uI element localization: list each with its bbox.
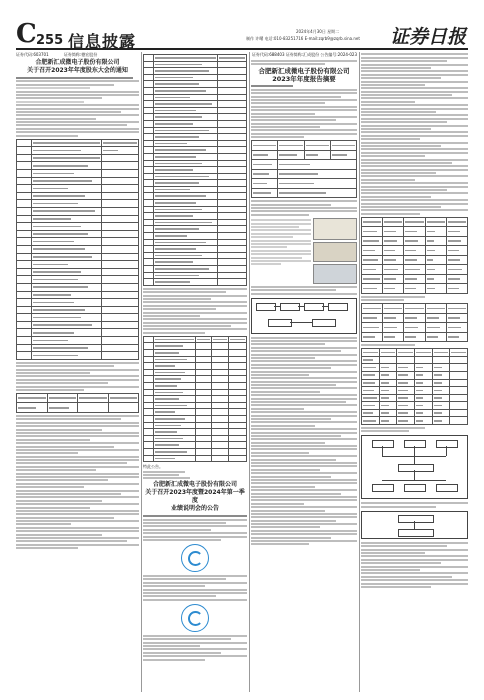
product-photo bbox=[313, 242, 357, 262]
process-flow-diagram bbox=[251, 298, 357, 334]
product-photo bbox=[313, 264, 357, 284]
shareholder-table bbox=[361, 348, 468, 425]
product-figure bbox=[251, 218, 357, 284]
notice-header bbox=[16, 52, 139, 57]
notice-title bbox=[251, 67, 357, 83]
notice-title bbox=[16, 59, 139, 75]
column-divider bbox=[249, 52, 250, 692]
agenda-table bbox=[16, 139, 139, 360]
paper-name-logo: 证券日报 bbox=[389, 26, 466, 48]
roadshow-logo-icon bbox=[181, 544, 209, 572]
control-relationship-diagram bbox=[361, 511, 468, 539]
closing-note: 特此公告。 bbox=[143, 464, 163, 470]
column-divider bbox=[141, 52, 142, 692]
column-2 bbox=[143, 52, 247, 662]
proposal-table bbox=[143, 54, 247, 286]
notice-subject: 关于召开2023年年度股东大会的通知 bbox=[27, 67, 128, 74]
company-name: 合肥新汇成微电子股份有限公司 bbox=[258, 67, 350, 76]
column-1 bbox=[16, 52, 139, 551]
notice-subject-cont: 业绩说明会的公告 bbox=[170, 505, 219, 513]
notice-subject: 关于召开2023年度暨2024年第一季度 bbox=[145, 489, 245, 505]
product-photo bbox=[313, 218, 357, 240]
column-4 bbox=[361, 52, 468, 589]
ownership-structure-diagram bbox=[361, 435, 468, 499]
company-name: 合肥新汇成微电子股份有限公司 bbox=[152, 481, 237, 489]
section-letter: C bbox=[16, 19, 37, 49]
share-class-table bbox=[16, 393, 139, 413]
quarterly-data-table bbox=[361, 303, 468, 342]
page-number: 255 bbox=[36, 33, 64, 48]
authorization-table bbox=[143, 336, 247, 462]
notice-title bbox=[143, 481, 247, 513]
section-title: 信息披露 bbox=[68, 32, 137, 51]
stock-name: 证券简称:德宏股份 bbox=[63, 52, 98, 57]
notice-subject: 2023年年度报告摘要 bbox=[272, 75, 336, 84]
date-line: 2024年4月30日 星期二 bbox=[296, 29, 340, 34]
column-3 bbox=[251, 52, 357, 547]
company-profile-table bbox=[251, 140, 357, 198]
qr-logo-icon bbox=[181, 604, 209, 632]
company-name: 合肥新汇成微电子股份有限公司 bbox=[35, 59, 120, 66]
financial-data-table bbox=[361, 217, 468, 294]
notice-header: 证券代码:688403 证券简称:汇成股份 公告编号:2024-023 bbox=[251, 52, 357, 57]
column-divider bbox=[359, 52, 360, 692]
stock-code: 证券代码:603701 bbox=[16, 52, 49, 57]
masthead bbox=[16, 19, 468, 51]
contact-line: 制作 许曙 电话:010-83251716 E-mail:zqrb9@zqrb.sina.net bbox=[246, 36, 360, 41]
